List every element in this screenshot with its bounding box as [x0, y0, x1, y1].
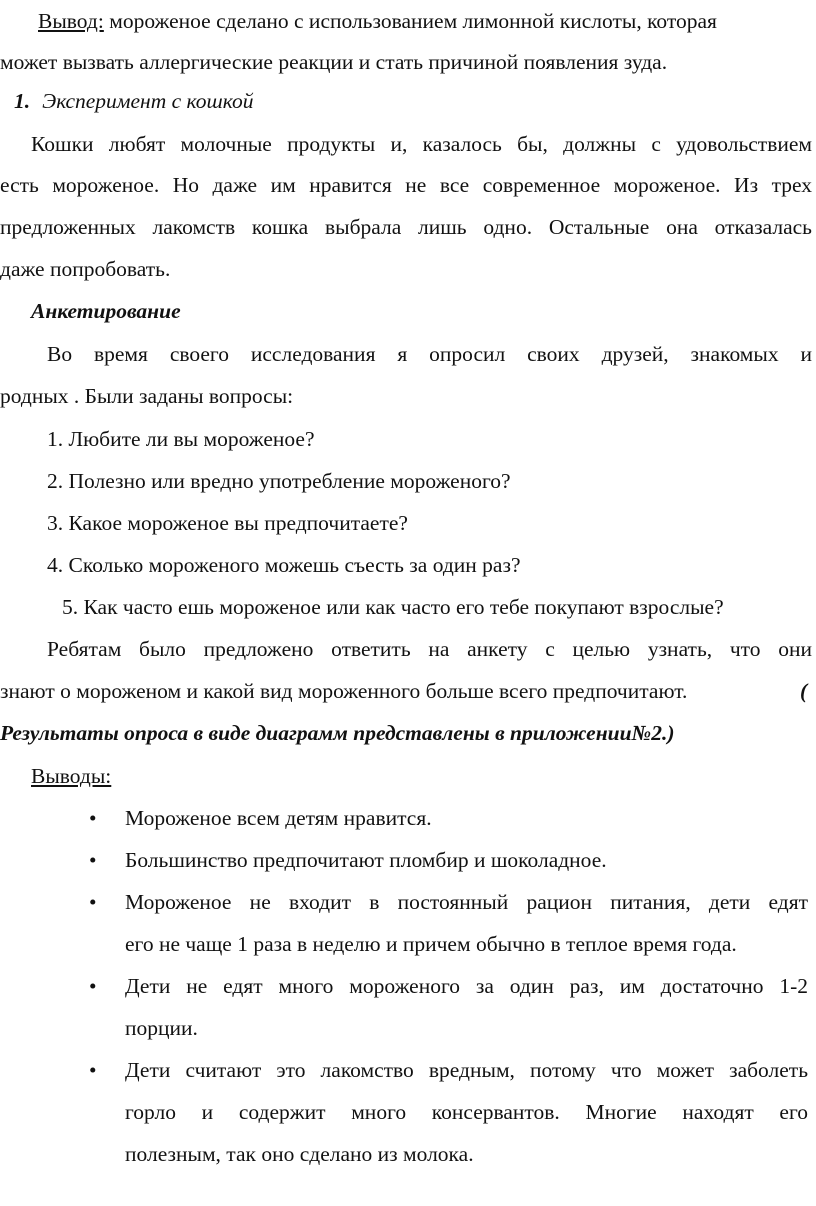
conclusion-item-2-line-1: Большинство предпочитают пломбир и шоколадное. — [125, 848, 607, 872]
experiment-line-1: Кошки любят молочные продукты и, казалось бы, должны с удовольствием — [31, 132, 812, 156]
conclusion-item-5-line-3: полезным, так оно сделано из молока. — [125, 1142, 474, 1166]
survey-intro-line-1: Во время своего исследования я опросил своих друзей, знакомых и — [47, 342, 812, 366]
survey-answer-line-1: Ребятам было предложено ответить на анкету с целью узнать, что они — [47, 637, 812, 661]
bullet-icon: • — [89, 806, 97, 830]
survey-answer-text-2: знают о мороженом и какой вид мороженного больше всего предпочитают. — [0, 679, 688, 703]
bullet-icon: • — [89, 848, 97, 872]
survey-intro-line-2: родных . Были заданы вопросы: — [0, 384, 294, 408]
conclusion-item-3-line-2: его не чаще 1 раза в неделю и причем обычно в теплое время года. — [125, 932, 737, 956]
experiment-heading — [0, 88, 812, 114]
survey-heading: Анкетирование — [31, 299, 181, 323]
survey-question-1: 1. Любите ли вы мороженое? — [47, 427, 315, 451]
survey-note-line: Результаты опроса в виде диаграмм представлены в приложении№2.) — [0, 721, 675, 745]
survey-note-open-paren: ( — [800, 679, 808, 703]
conclusion-item-4-line-2: порции. — [125, 1016, 198, 1040]
survey-question-4: 4. Сколько мороженого можешь съесть за один раз? — [47, 553, 521, 577]
conclusion-item-4-line-1: Дети не едят много мороженого за один раз, им достаточно 1-2 — [125, 974, 808, 998]
conclusion-line-2: может вызвать аллергические реакции и стать причиной появления зуда. — [0, 50, 668, 74]
bullet-icon: • — [89, 890, 97, 914]
experiment-title: Эксперимент с кошкой — [42, 89, 254, 113]
bullet-icon: • — [89, 1058, 97, 1082]
conclusion-line-1 — [0, 8, 812, 34]
conclusion-item-5-line-2: горло и содержит много консервантов. Многие находят его — [125, 1100, 808, 1124]
bullet-icon: • — [89, 974, 97, 998]
conclusions-heading: Выводы: — [31, 764, 112, 788]
conclusion-text-1: мороженое сделано с использованием лимонной кислоты, которая — [103, 9, 717, 33]
survey-question-2: 2. Полезно или вредно употребление мороженого? — [47, 469, 511, 493]
survey-answer-line-2 — [0, 678, 812, 704]
experiment-line-3: предложенных лакомств кошка выбрала лишь одно. Остальные она отказалась — [0, 215, 812, 239]
experiment-number: 1. — [14, 89, 31, 113]
survey-question-5: 5. Как часто ешь мороженое или как часто его тебе покупают взрослые? — [62, 595, 724, 619]
survey-question-3: 3. Какое мороженое вы предпочитаете? — [47, 511, 408, 535]
conclusion-item-3-line-1: Мороженое не входит в постоянный рацион питания, дети едят — [125, 890, 808, 914]
conclusion-item-1-line-1: Мороженое всем детям нравится. — [125, 806, 432, 830]
conclusion-item-5-line-1: Дети считают это лакомство вредным, потому что может заболеть — [125, 1058, 808, 1082]
experiment-line-2: есть мороженое. Но даже им нравится не все современное мороженое. Из трех — [0, 173, 812, 197]
experiment-line-4: даже попробовать. — [0, 257, 171, 281]
conclusion-label: Вывод: — [38, 9, 104, 33]
